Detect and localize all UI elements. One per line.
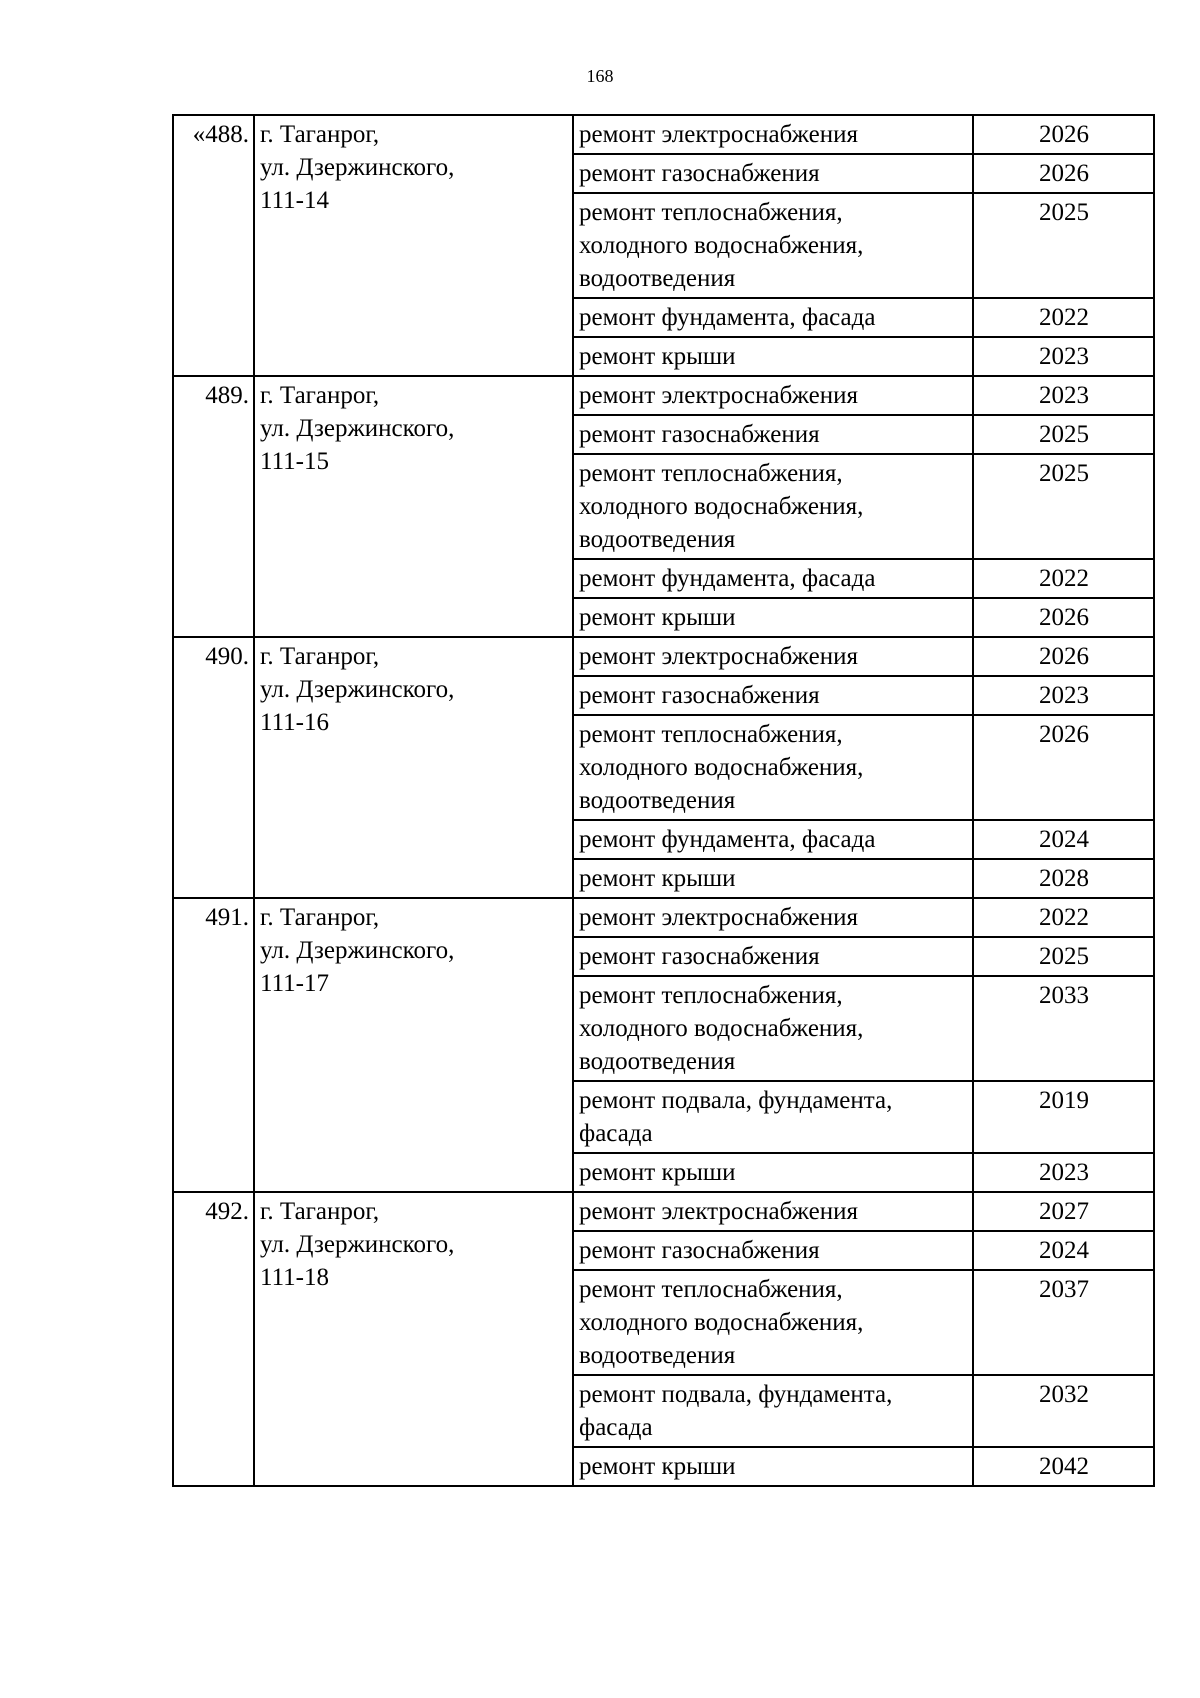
address-cell: г. Таганрог, ул. Дзержинского, 111-14 bbox=[254, 115, 573, 376]
work-type-cell: ремонт фундамента, фасада bbox=[573, 559, 973, 598]
year-cell: 2025 bbox=[973, 193, 1154, 298]
item-number: «488. bbox=[173, 115, 254, 376]
work-type-cell: ремонт подвала, фундамента, фасада bbox=[573, 1375, 973, 1447]
table-row bbox=[173, 376, 1154, 415]
year-cell: 2028 bbox=[973, 859, 1154, 898]
year-cell: 2042 bbox=[973, 1447, 1154, 1486]
work-type-cell: ремонт теплоснабжения, холодного водоснабжения, водоотведения bbox=[573, 193, 973, 298]
work-type-cell: ремонт электроснабжения bbox=[573, 1192, 973, 1231]
work-type-cell: ремонт подвала, фундамента, фасада bbox=[573, 1081, 973, 1153]
work-type-cell: ремонт крыши bbox=[573, 1153, 973, 1192]
item-number: 491. bbox=[173, 898, 254, 1192]
table-row bbox=[173, 637, 1154, 676]
work-type-cell: ремонт газоснабжения bbox=[573, 1231, 973, 1270]
work-type-cell: ремонт фундамента, фасада bbox=[573, 820, 973, 859]
address-cell: г. Таганрог, ул. Дзержинского, 111-15 bbox=[254, 376, 573, 637]
year-cell: 2025 bbox=[973, 415, 1154, 454]
year-cell: 2022 bbox=[973, 898, 1154, 937]
year-cell: 2026 bbox=[973, 715, 1154, 820]
work-type-cell: ремонт теплоснабжения, холодного водоснабжения, водоотведения bbox=[573, 976, 973, 1081]
repair-schedule-table bbox=[172, 114, 1155, 1487]
work-type-cell: ремонт теплоснабжения, холодного водоснабжения, водоотведения bbox=[573, 715, 973, 820]
year-cell: 2032 bbox=[973, 1375, 1154, 1447]
work-type-cell: ремонт газоснабжения bbox=[573, 937, 973, 976]
year-cell: 2022 bbox=[973, 559, 1154, 598]
address-cell: г. Таганрог, ул. Дзержинского, 111-18 bbox=[254, 1192, 573, 1486]
item-number: 489. bbox=[173, 376, 254, 637]
work-type-cell: ремонт крыши bbox=[573, 337, 973, 376]
year-cell: 2026 bbox=[973, 154, 1154, 193]
item-number: 492. bbox=[173, 1192, 254, 1486]
year-cell: 2026 bbox=[973, 598, 1154, 637]
year-cell: 2024 bbox=[973, 820, 1154, 859]
year-cell: 2025 bbox=[973, 454, 1154, 559]
year-cell: 2037 bbox=[973, 1270, 1154, 1375]
table-row bbox=[173, 115, 1154, 154]
year-cell: 2023 bbox=[973, 337, 1154, 376]
work-type-cell: ремонт крыши bbox=[573, 1447, 973, 1486]
work-type-cell: ремонт теплоснабжения, холодного водоснабжения, водоотведения bbox=[573, 454, 973, 559]
work-type-cell: ремонт газоснабжения bbox=[573, 676, 973, 715]
work-type-cell: ремонт газоснабжения bbox=[573, 415, 973, 454]
year-cell: 2027 bbox=[973, 1192, 1154, 1231]
work-type-cell: ремонт электроснабжения bbox=[573, 637, 973, 676]
item-number: 490. bbox=[173, 637, 254, 898]
work-type-cell: ремонт газоснабжения bbox=[573, 154, 973, 193]
year-cell: 2022 bbox=[973, 298, 1154, 337]
table-row bbox=[173, 1192, 1154, 1231]
address-cell: г. Таганрог, ул. Дзержинского, 111-17 bbox=[254, 898, 573, 1192]
year-cell: 2019 bbox=[973, 1081, 1154, 1153]
year-cell: 2025 bbox=[973, 937, 1154, 976]
work-type-cell: ремонт крыши bbox=[573, 859, 973, 898]
work-type-cell: ремонт электроснабжения bbox=[573, 115, 973, 154]
year-cell: 2033 bbox=[973, 976, 1154, 1081]
year-cell: 2023 bbox=[973, 676, 1154, 715]
page-number: 168 bbox=[586, 66, 614, 86]
work-type-cell: ремонт крыши bbox=[573, 598, 973, 637]
year-cell: 2026 bbox=[973, 637, 1154, 676]
year-cell: 2023 bbox=[973, 1153, 1154, 1192]
work-type-cell: ремонт теплоснабжения, холодного водоснабжения, водоотведения bbox=[573, 1270, 973, 1375]
work-type-cell: ремонт электроснабжения bbox=[573, 376, 973, 415]
year-cell: 2024 bbox=[973, 1231, 1154, 1270]
table-body bbox=[173, 115, 1154, 1486]
year-cell: 2023 bbox=[973, 376, 1154, 415]
year-cell: 2026 bbox=[973, 115, 1154, 154]
work-type-cell: ремонт фундамента, фасада bbox=[573, 298, 973, 337]
address-cell: г. Таганрог, ул. Дзержинского, 111-16 bbox=[254, 637, 573, 898]
table-row bbox=[173, 898, 1154, 937]
work-type-cell: ремонт электроснабжения bbox=[573, 898, 973, 937]
